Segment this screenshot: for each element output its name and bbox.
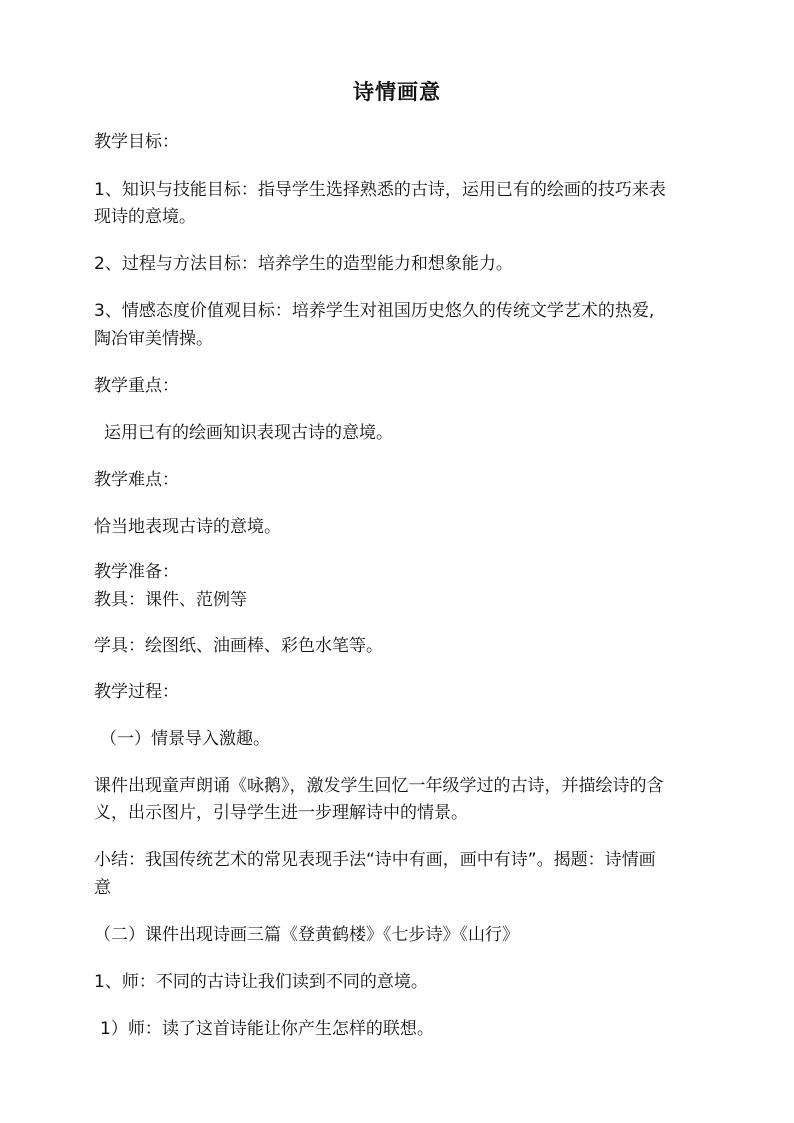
difficulties-text: 恰当地表现古诗的意境。: [94, 517, 281, 537]
process-step-1-line-2: 义，出示图片，引导学生进一步理解诗中的情景。: [94, 803, 468, 823]
objective-3-line-2: 陶冶审美情操。: [94, 329, 213, 349]
teacher-line-2: 1）师：读了这首诗能让你产生怎样的联想。: [100, 1019, 434, 1039]
section-heading-difficulties: 教学难点：: [94, 470, 179, 490]
section-heading-process: 教学过程：: [94, 682, 179, 702]
objective-3-line-1: 3、情感态度价值观目标：培养学生对祖国历史悠久的传统文学艺术的热爱,: [94, 301, 655, 321]
objective-1-line-2: 现诗的意境。: [94, 207, 196, 227]
document-title: 诗情画意: [353, 80, 441, 104]
objective-2: 2、过程与方法目标：培养学生的造型能力和想象能力。: [94, 254, 513, 274]
key-points-text: 运用已有的绘画知识表现古诗的意境。: [104, 423, 393, 443]
learning-aids: 学具：绘图纸、油画棒、彩色水笔等。: [94, 636, 383, 656]
process-step-1-heading: （一）情景导入激趣。: [100, 729, 270, 749]
section-heading-objectives: 教学目标：: [94, 132, 179, 152]
process-step-1-line-1: 课件出现童声朗诵《咏鹅》，激发学生回忆一年级学过的古诗，并描绘诗的含: [94, 776, 664, 796]
process-step-2-heading: （二）课件出现诗画三篇《登黄鹤楼》《七步诗》《山行》: [94, 925, 519, 945]
objective-1-line-1: 1、知识与技能目标：指导学生选择熟悉的古诗，运用已有的绘画的技巧来表: [94, 180, 666, 200]
summary-line-2: 意: [94, 878, 111, 898]
teacher-line-1: 1、师：不同的古诗让我们读到不同的意境。: [94, 972, 428, 992]
summary-line-1: 小结：我国传统艺术的常见表现手法“诗中有画，画中有诗”。揭题：诗情画: [94, 850, 656, 870]
section-heading-preparation: 教学准备：: [94, 562, 179, 582]
teaching-aids: 教具：课件、范例等: [94, 590, 247, 610]
section-heading-key-points: 教学重点：: [94, 376, 179, 396]
